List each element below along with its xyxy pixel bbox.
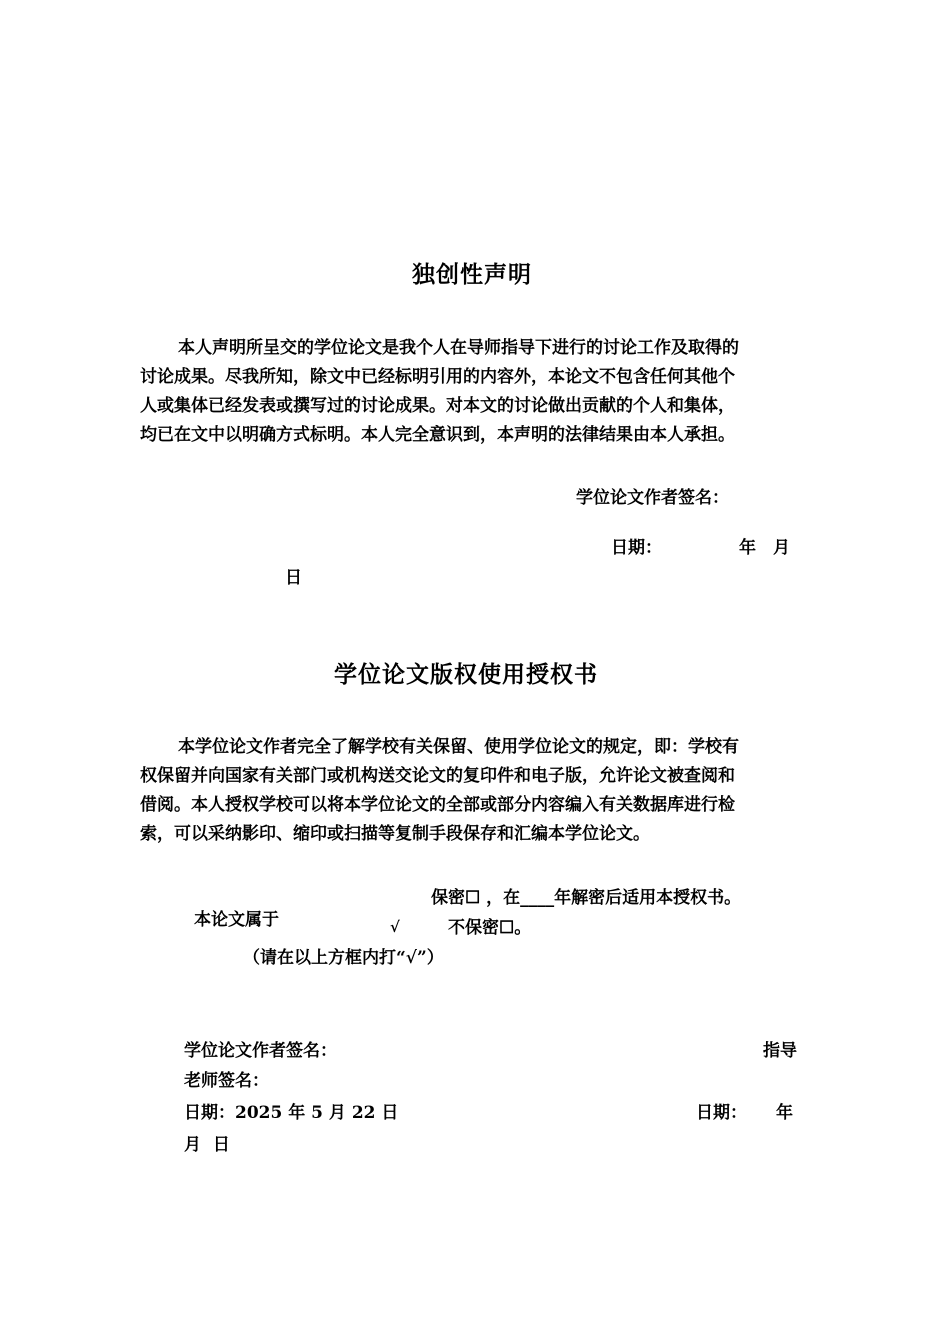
advisor-year-label: 年 — [776, 1103, 793, 1123]
paragraph-line: 索，可以采纳影印、缩印或扫描等复制手段保存和汇编本学位论文。 — [140, 824, 650, 844]
belongs-label: 本论文属于 — [194, 910, 279, 930]
declaration-day-label: 日 — [285, 568, 302, 588]
advisor-signature-label-part2: 老师签名： — [184, 1071, 269, 1091]
declaration-date-label: 日期： — [611, 538, 662, 558]
author-signature-label: 学位论文作者签名： — [184, 1041, 337, 1061]
option-secret: 保密☐ ，在____年解密后适用本授权书。 — [431, 888, 742, 908]
check-mark: √ — [390, 918, 400, 936]
paragraph-line: 均已在文中以明确方式标明。本人完全意识到，本声明的法律结果由本人承担。 — [140, 425, 735, 445]
paragraph-line: 讨论成果。尽我所知，除文中已经标明引用的内容外，本论文不包含任何其他个 — [140, 367, 735, 387]
declaration-signature-label: 学位论文作者签名： — [576, 488, 729, 508]
paragraph-line: 权保留并向国家有关部门或机构送交论文的复印件和电子版，允许论文被查阅和 — [140, 766, 735, 786]
advisor-date-label: 日期： — [696, 1103, 747, 1123]
paragraph-line: 本人声明所呈交的学位论文是我个人在导师指导下进行的讨论工作及取得的 — [178, 338, 739, 358]
advisor-signature-label-part1: 指导 — [763, 1041, 797, 1061]
paragraph-line: 本学位论文作者完全了解学校有关保留、使用学位论文的规定，即：学校有 — [178, 737, 739, 757]
declaration-month-label: 月 — [773, 538, 790, 558]
check-instruction: （请在以上方框内打“√”） — [243, 948, 444, 968]
authorization-title: 学位论文版权使用授权书 — [334, 661, 598, 688]
declaration-title: 独创性声明 — [412, 261, 532, 288]
declaration-year-label: 年 — [739, 538, 756, 558]
author-date: 日期：2025 年 5 月 22 日 — [184, 1103, 399, 1123]
authorization-paragraph — [140, 733, 815, 849]
declaration-paragraph — [140, 334, 815, 450]
advisor-month-day: 月 日 — [184, 1135, 230, 1155]
option-not-secret: 不保密☐。 — [448, 918, 532, 938]
paragraph-line: 人或集体已经发表或撰写过的讨论成果。对本文的讨论做出贡献的个人和集体， — [140, 396, 735, 416]
paragraph-line: 借阅。本人授权学校可以将本学位论文的全部或部分内容编入有关数据库进行检 — [140, 795, 735, 815]
